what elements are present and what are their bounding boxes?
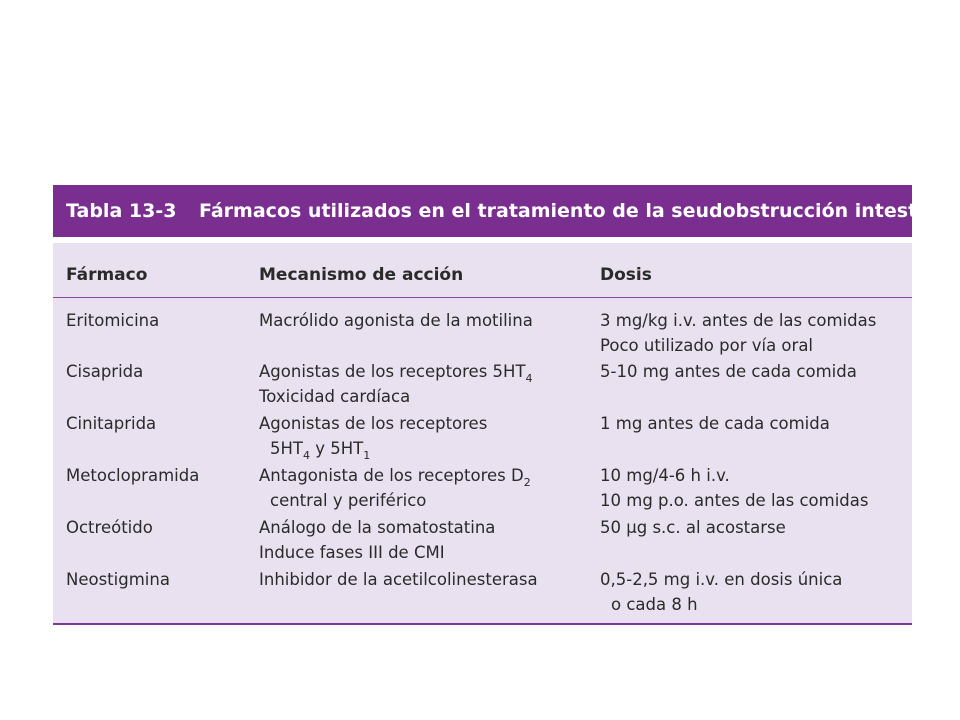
drug-name: Metoclopramida <box>66 466 200 485</box>
drug-name: Eritomicina <box>66 311 160 330</box>
mechanism-cell: Macrólido agonista de la motilina <box>259 311 533 330</box>
mechanism-cell: Agonistas de los receptores $5HT_4$ Toxicidad cardíaca <box>259 362 533 406</box>
drug-name: Cisaprida <box>66 362 144 381</box>
mechanism-cell: Agonistas de los receptores $5HT_4$ y $5HT_1$ <box>259 414 488 462</box>
drug-name: Octreótido <box>66 518 153 537</box>
dose-cell: 0,5-2,5 mg i.v. en dosis única o cada 8 h <box>600 570 843 614</box>
mechanism-cell: Análogo de la somatostatina Induce fases III de CMI <box>259 518 496 562</box>
header-mechanism: Mecanismo de acción <box>259 265 464 285</box>
drug-table <box>53 185 957 625</box>
table-title-bar <box>53 185 957 237</box>
drug-name: Cinitaprida <box>66 414 157 433</box>
table-header-row <box>53 243 912 298</box>
header-drug: Fármaco <box>66 265 148 285</box>
table-title: Fármacos utilizados en el tratamiento de la seudobstrucción intestinal <box>199 200 957 222</box>
dose-cell: 50 µg s.c. al acostarse <box>600 518 786 537</box>
dose-cell: 1 mg antes de cada comida <box>600 414 830 433</box>
mechanism-cell: Antagonista de los receptores $D_2$ central y periférico <box>259 466 531 510</box>
dose-cell: 5-10 mg antes de cada comida <box>600 362 857 381</box>
table-number: Tabla 13-3 <box>66 200 177 222</box>
dose-cell: 10 mg/4-6 h i.v. 10 mg p.o. antes de las comidas <box>600 466 869 510</box>
mechanism-cell: Inhibidor de la acetilcolinesterasa <box>259 570 538 589</box>
header-dose: Dosis <box>600 265 652 285</box>
drug-name: Neostigmina <box>66 570 170 589</box>
dose-cell: 3 mg/kg i.v. antes de las comidas Poco utilizado por vía oral <box>600 311 877 355</box>
